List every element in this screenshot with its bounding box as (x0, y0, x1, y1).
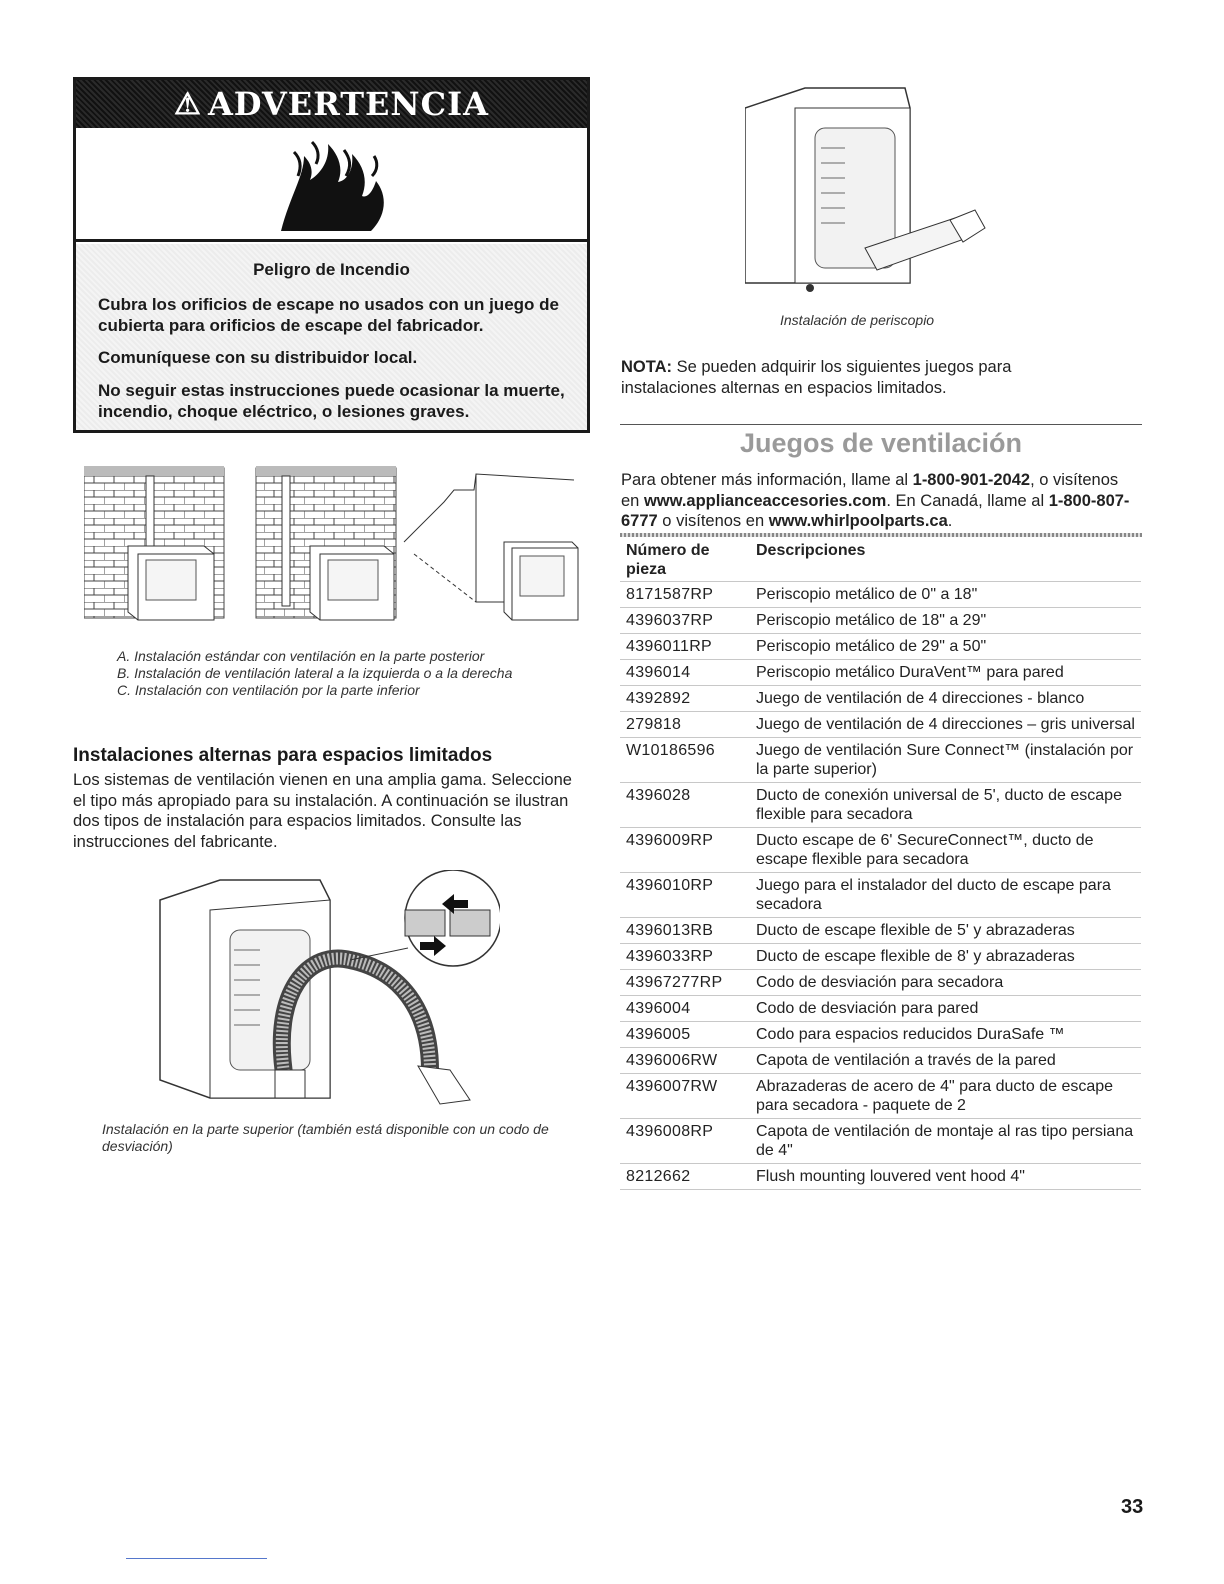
description-cell: Codo de desviación para secadora (750, 970, 1141, 996)
part-number-cell: 4396033RP (620, 944, 750, 970)
part-number-cell: 8212662 (620, 1164, 750, 1190)
table-row (620, 608, 1141, 634)
note-text: Se pueden adquirir los siguientes juegos para instalaciones alternas en espacios limitados. (621, 358, 1012, 397)
section-rule (620, 424, 1142, 425)
part-number-cell: 4396006RW (620, 1048, 750, 1074)
table-row (620, 970, 1141, 996)
column-header-part: Número de pieza (626, 542, 710, 578)
table-row (620, 944, 1141, 970)
warning-header (76, 80, 587, 128)
footer-line (126, 1558, 267, 1559)
table-header-row (620, 540, 1141, 582)
part-number-cell: 4396014 (620, 660, 750, 686)
website-canada: www.whirlpoolparts.ca (768, 512, 948, 530)
description-cell: Juego de ventilación Sure Connect™ (instalación por la parte superior) (750, 738, 1141, 783)
venting-installations-figure (84, 462, 584, 622)
top-installation-figure (150, 870, 500, 1115)
table-row (620, 1164, 1141, 1190)
part-number-cell: 4396013RB (620, 918, 750, 944)
part-number-cell: W10186596 (620, 738, 750, 783)
periscope-illustration (745, 78, 990, 296)
warning-paragraph-3: No seguir estas instrucciones puede ocasionar la muerte, incendio, choque eléctrico, o lesiones graves. (98, 381, 565, 421)
top-installation-caption: Instalación en la parte superior (también está disponible con un codo de desviación) (102, 1121, 549, 1154)
table-row (620, 996, 1141, 1022)
table-row (620, 712, 1141, 738)
description-cell: Periscopio metálico de 0" a 18" (750, 582, 1141, 608)
part-number-cell: 4396009RP (620, 828, 750, 873)
warning-text-area (76, 244, 587, 430)
warning-header-text: ADVERTENCIA (207, 85, 489, 123)
warning-paragraph-1: Cubra los orificios de escape no usados con un juego de cubierta para orificios de escape del fabricador. (98, 295, 559, 335)
alternate-installations-heading: Instalaciones alternas para espacios limitados (73, 745, 493, 766)
table-row (620, 738, 1141, 783)
part-number-cell: 279818 (620, 712, 750, 738)
table-row (620, 873, 1141, 918)
part-number-cell: 4396010RP (620, 873, 750, 918)
warning-paragraph-2: Comuníquese con su distribuidor local. (98, 348, 418, 367)
part-number-cell: 4396005 (620, 1022, 750, 1048)
part-number-cell: 4396008RP (620, 1119, 750, 1164)
part-number-cell: 4396004 (620, 996, 750, 1022)
description-cell: Codo de desviación para pared (750, 996, 1141, 1022)
description-cell: Flush mounting louvered vent hood 4" (750, 1164, 1141, 1190)
part-number-cell: 4396028 (620, 783, 750, 828)
top-installation-illustration (150, 870, 500, 1115)
description-cell: Ducto de conexión universal de 5', ducto de escape flexible para secadora (750, 783, 1141, 828)
description-cell: Capota de ventilación de montaje al ras tipo persiana de 4" (750, 1119, 1141, 1164)
description-cell: Abrazaderas de acero de 4" para ducto de escape para secadora - paquete de 2 (750, 1074, 1141, 1119)
description-cell: Periscopio metálico de 29" a 50" (750, 634, 1141, 660)
intro-text-3: . En Canadá, llame al (886, 491, 1049, 510)
fire-icon (276, 136, 396, 236)
table-top-rule (620, 533, 1142, 537)
venting-installations-illustration (84, 462, 584, 622)
venting-captions (117, 648, 577, 699)
table-row (620, 783, 1141, 828)
intro-text-4: o visítenos en (657, 512, 769, 530)
table-row (620, 1074, 1141, 1119)
description-cell: Ducto escape de 6' SecureConnect™, ducto de escape flexible para secadora (750, 828, 1141, 873)
intro-text-1: Para obtener más información, llame al (621, 471, 913, 489)
caption-a: A. Instalación estándar con ventilación en la parte posterior (117, 648, 485, 664)
description-cell: Ducto de escape flexible de 5' y abrazaderas (750, 918, 1141, 944)
section-title: Juegos de ventilación (739, 428, 1023, 458)
intro-text-5: . (947, 512, 953, 530)
caption-c: C. Instalación con ventilación por la parte inferior (117, 682, 420, 698)
part-number-cell: 8171587RP (620, 582, 750, 608)
table-row (620, 686, 1141, 712)
part-number-cell: 43967277RP (620, 970, 750, 996)
description-cell: Juego de ventilación de 4 direcciones – gris universal (750, 712, 1141, 738)
part-number-cell: 4396007RW (620, 1074, 750, 1119)
description-cell: Ducto de escape flexible de 8' y abrazaderas (750, 944, 1141, 970)
intro-text-2: , o visítenos en (621, 471, 1119, 510)
website-us: www.applianceaccesories.com (643, 491, 887, 510)
page-number: 33 (1121, 1496, 1144, 1518)
part-number-cell: 4396037RP (620, 608, 750, 634)
table-row (620, 1048, 1141, 1074)
note-paragraph (621, 357, 1081, 398)
phone-us: 1-800-901-2042 (912, 471, 1031, 489)
table-row (620, 1022, 1141, 1048)
note-label: NOTA: (621, 358, 673, 376)
periscope-figure (745, 78, 990, 296)
description-cell: Juego de ventilación de 4 direcciones - blanco (750, 686, 1141, 712)
fire-hazard-area (76, 128, 587, 242)
phone-canada: 1-800-807-6777 (621, 491, 1130, 530)
warning-triangle-icon: ⚠ (174, 86, 202, 122)
periscope-caption: Instalación de periscopio (780, 312, 935, 328)
table-row (620, 634, 1141, 660)
caption-b: B. Instalación de ventilación lateral a la izquierda o a la derecha (117, 665, 513, 681)
table-row (620, 660, 1141, 686)
part-number-cell: 4392892 (620, 686, 750, 712)
table-row (620, 1119, 1141, 1164)
table-row (620, 582, 1141, 608)
table-row (620, 918, 1141, 944)
table-row (620, 828, 1141, 873)
description-cell: Codo para espacios reducidos DuraSafe ™ (750, 1022, 1141, 1048)
description-cell: Periscopio metálico de 18" a 29" (750, 608, 1141, 634)
alternate-installations-body: Los sistemas de ventilación vienen en una amplia gama. Seleccione el tipo más apropiado para su instalación. A continuación se ilustran dos tipos de instalación para espacios limitados. Consulte las instrucciones del fabricante. (73, 771, 572, 851)
kits-intro (621, 470, 1141, 532)
description-cell: Juego para el instalador del ducto de escape para secadora (750, 873, 1141, 918)
column-header-description: Descripciones (756, 542, 866, 559)
description-cell: Periscopio metálico DuraVent™ para pared (750, 660, 1141, 686)
parts-table (620, 540, 1141, 1190)
warning-title: Peligro de Incendio (253, 260, 410, 279)
warning-box (73, 77, 590, 433)
part-number-cell: 4396011RP (620, 634, 750, 660)
description-cell: Capota de ventilación a través de la pared (750, 1048, 1141, 1074)
